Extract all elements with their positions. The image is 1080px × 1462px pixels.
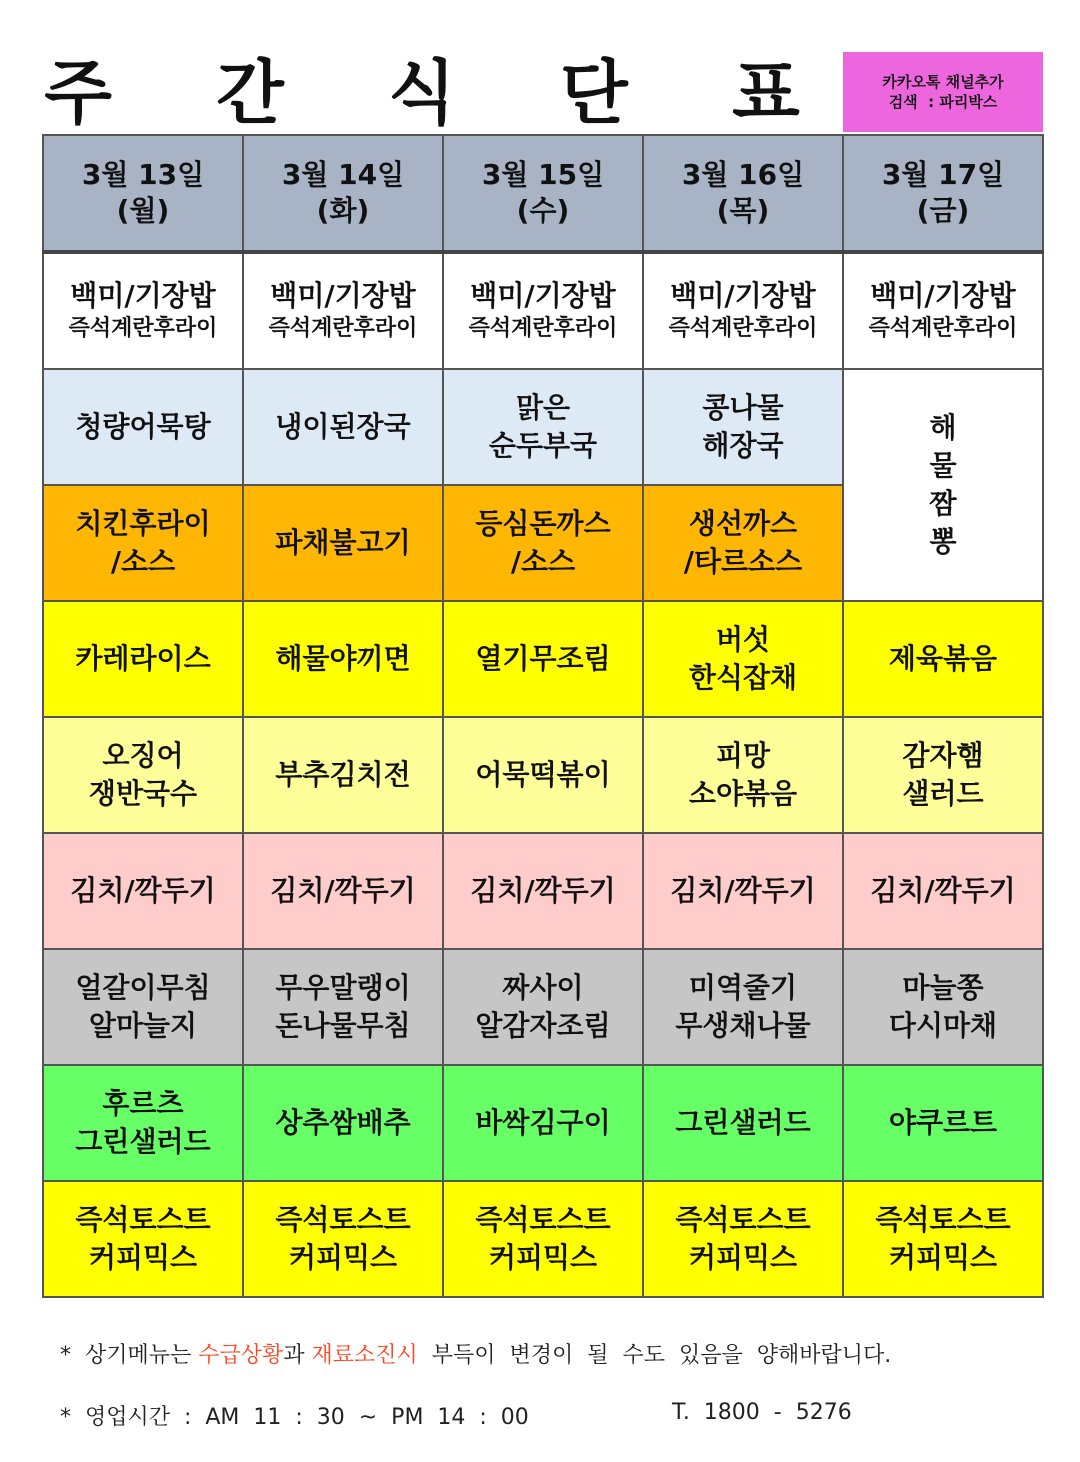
menu-cell: 어묵떡볶이 bbox=[443, 717, 643, 833]
kakao-line-2: 검색 : 파리박스 bbox=[888, 93, 998, 111]
menu-cell: 해물야끼면 bbox=[243, 601, 443, 717]
rice-row bbox=[43, 252, 1043, 369]
kakao-channel-badge bbox=[843, 52, 1043, 132]
menu-cell: 김치/깍두기 bbox=[643, 833, 843, 949]
day-header: 3월 17일 (금) bbox=[843, 135, 1043, 252]
menu-cell: 즉석토스트 커피믹스 bbox=[643, 1181, 843, 1297]
menu-change-notice: * 상기메뉴는 수급상황과 재료소진시 부득이 변경이 될 수도 있음을 양해바랍니다. bbox=[60, 1343, 892, 1368]
business-hours: * 영업시간 : AM 11 : 30 ~ PM 14 : 00 bbox=[60, 1405, 529, 1430]
menu-cell: 백미/기장밥 즉석계란후라이 bbox=[643, 252, 843, 369]
menu-cell: 생선까스 /타르소스 bbox=[643, 485, 843, 601]
menu-cell: 무우말랭이 돈나물무침 bbox=[243, 949, 443, 1065]
menu-cell: 백미/기장밥 즉석계란후라이 bbox=[443, 252, 643, 369]
menu-cell: 후르츠 그린샐러드 bbox=[43, 1065, 243, 1181]
menu-cell: 청량어묵탕 bbox=[43, 369, 243, 485]
menu-cell: 카레라이스 bbox=[43, 601, 243, 717]
salad-row bbox=[43, 1065, 1043, 1181]
menu-cell: 백미/기장밥 즉석계란후라이 bbox=[243, 252, 443, 369]
menu-cell: 백미/기장밥 즉석계란후라이 bbox=[43, 252, 243, 369]
menu-cell: 김치/깍두기 bbox=[443, 833, 643, 949]
menu-cell: 열기무조림 bbox=[443, 601, 643, 717]
kakao-line-1: 카카오톡 채널추가 bbox=[882, 73, 1004, 91]
toast-row bbox=[43, 1181, 1043, 1297]
menu-cell: 파채불고기 bbox=[243, 485, 443, 601]
soup-row bbox=[43, 369, 1043, 485]
phone-number: T. 1800 - 5276 bbox=[672, 1400, 852, 1425]
day-header: 3월 14일 (화) bbox=[243, 135, 443, 252]
side-dish-row-1 bbox=[43, 601, 1043, 717]
day-header: 3월 16일 (목) bbox=[643, 135, 843, 252]
menu-cell: 마늘쫑 다시마채 bbox=[843, 949, 1043, 1065]
page-title: 주 간 식 단 표 bbox=[44, 52, 840, 134]
menu-cell: 그린샐러드 bbox=[643, 1065, 843, 1181]
day-header: 3월 15일 (수) bbox=[443, 135, 643, 252]
menu-cell: 부추김치전 bbox=[243, 717, 443, 833]
menu-cell: 즉석토스트 커피믹스 bbox=[843, 1181, 1043, 1297]
menu-cell: 즉석토스트 커피믹스 bbox=[443, 1181, 643, 1297]
side-dish-row-3 bbox=[43, 949, 1043, 1065]
friday-special-cell: 해 물 짬 뽕 bbox=[843, 369, 1043, 601]
menu-cell: 치킨후라이 /소스 bbox=[43, 485, 243, 601]
menu-cell: 미역줄기 무생채나물 bbox=[643, 949, 843, 1065]
kimchi-row bbox=[43, 833, 1043, 949]
menu-cell: 제육볶음 bbox=[843, 601, 1043, 717]
menu-cell: 김치/깍두기 bbox=[243, 833, 443, 949]
menu-cell: 상추쌈배추 bbox=[243, 1065, 443, 1181]
menu-cell: 즉석토스트 커피믹스 bbox=[243, 1181, 443, 1297]
menu-cell: 짜사이 알감자조림 bbox=[443, 949, 643, 1065]
menu-cell: 피망 소야볶음 bbox=[643, 717, 843, 833]
date-header-row bbox=[43, 135, 1043, 252]
side-dish-row-2 bbox=[43, 717, 1043, 833]
menu-cell: 즉석토스트 커피믹스 bbox=[43, 1181, 243, 1297]
menu-cell: 김치/깍두기 bbox=[43, 833, 243, 949]
menu-cell: 바싹김구이 bbox=[443, 1065, 643, 1181]
menu-cell: 버섯 한식잡채 bbox=[643, 601, 843, 717]
menu-cell: 백미/기장밥 즉석계란후라이 bbox=[843, 252, 1043, 369]
menu-cell: 김치/깍두기 bbox=[843, 833, 1043, 949]
menu-cell: 콩나물 해장국 bbox=[643, 369, 843, 485]
menu-cell: 맑은 순두부국 bbox=[443, 369, 643, 485]
menu-cell: 얼갈이무침 알마늘지 bbox=[43, 949, 243, 1065]
weekly-menu-table bbox=[42, 134, 1044, 1298]
menu-cell: 등심돈까스 /소스 bbox=[443, 485, 643, 601]
menu-cell: 야쿠르트 bbox=[843, 1065, 1043, 1181]
day-header: 3월 13일 (월) bbox=[43, 135, 243, 252]
menu-cell: 냉이된장국 bbox=[243, 369, 443, 485]
menu-cell: 감자햄 샐러드 bbox=[843, 717, 1043, 833]
menu-cell: 오징어 쟁반국수 bbox=[43, 717, 243, 833]
